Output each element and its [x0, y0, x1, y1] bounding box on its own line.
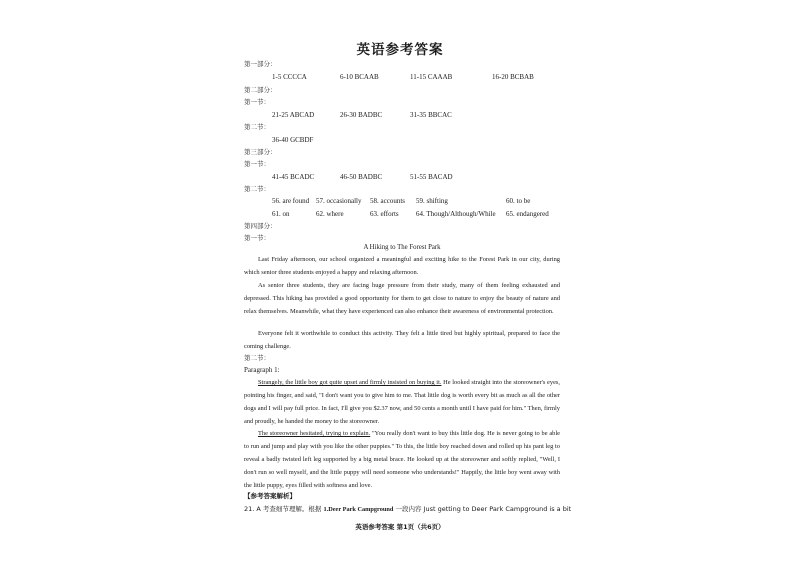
- answer-group: 21-25 ABCAD: [272, 111, 315, 119]
- section-label: 第一节：: [244, 160, 270, 168]
- answer-group: 41-45 BCADC: [272, 173, 315, 181]
- answer-group: 46-50 BADBC: [340, 173, 383, 181]
- answer-group: 51-55 BACAD: [410, 173, 453, 181]
- fill-answer: 60. to be: [506, 197, 531, 205]
- part1-label: 第一部分：: [244, 60, 277, 68]
- paragraph-text: "You really don't want to buy this little dog. He is never going to be able to run and jump and play with you like the other puppies." To this, the little boy reached down and rolled up his pant leg to reveal a badly twisted left leg supported by a big metal brace. He looked up at the storeowner and softly replied, "Well, I don't run so well myself, and the little puppy will need someone who understands!" Happily, the little boy went away with the little puppy, eyes filled with softness and love.: [244, 430, 560, 489]
- answer-group: 26-30 BADBC: [340, 111, 383, 119]
- continuation-paragraph: [244, 377, 560, 429]
- answer-group: 11-15 CAAAB: [410, 73, 453, 81]
- fill-answer: 56. are found: [272, 197, 310, 205]
- page-title: 英语参考答案: [356, 42, 444, 58]
- continuation-paragraph: [244, 428, 560, 493]
- answer-group: 36-40 GCBDF: [272, 136, 314, 144]
- fill-answer: 62. where: [316, 210, 344, 218]
- analysis-heading: 【参考答案解析】: [244, 492, 296, 500]
- essay-paragraph: As senior three students, they are facing huge pressure from their study, many of them feeling exhausted and depressed. This hiking has provided a good opportunity for them to get close to nature to enjoy the beauty of nature and relax themselves. Meanwhile, what they have experienced can also enhance their awareness of environmental protection.: [244, 282, 560, 315]
- analysis-line: [244, 505, 571, 514]
- paragraph-text: He looked straight into the storeowner's eyes, pointing his finger, and said, "I don't want you to give him to me. That little dog is worth every bit as much as all the other dogs and I will pay full price. In fact, I'll give you $2.37 now, and 50 cents a month until I have paid for him." Then, firmly and proudly, he handed the money to the storeowner.: [244, 379, 560, 425]
- section-label: 第一节：: [244, 234, 270, 242]
- part4-label: 第四部分：: [244, 222, 277, 230]
- fill-answer: 61. on: [272, 210, 290, 218]
- analysis-rest: 一段内容 Just getting to Deer Park Campground is a bit: [393, 505, 572, 513]
- fill-answer: 58. accounts: [370, 197, 405, 205]
- section-label: 第一节：: [244, 98, 270, 106]
- paragraph-label: Paragraph 1:: [244, 366, 280, 374]
- page-footer: 英语参考答案 第1页（共6页）: [355, 523, 445, 531]
- answer-group: 1-5 CCCCA: [272, 73, 307, 81]
- essay-title: A Hiking to The Forest Park: [363, 244, 441, 251]
- fill-answer: 57. occasionally: [316, 197, 362, 205]
- essay-paragraph: Last Friday afternoon, our school organized a meaningful and exciting hike to the Forest Park in our city, during which senior three students enjoyed a happy and relaxing afternoon.: [244, 256, 560, 276]
- section-label: 第二节：: [244, 185, 270, 193]
- answer-group: 31-35 BBCAC: [410, 111, 452, 119]
- underlined-sentence: Strangely, the little boy got quite upset and firmly insisted on buying it.: [258, 379, 442, 386]
- fill-answer: 64. Though/Although/While: [416, 210, 496, 218]
- answer-group: 16-20 BCBAB: [492, 73, 534, 81]
- fill-answer: 65. endangered: [506, 210, 549, 218]
- fill-answer: 59. shifting: [416, 197, 448, 205]
- part3-label: 第三部分：: [244, 148, 277, 156]
- fill-answer: 63. efforts: [370, 210, 399, 218]
- part2-label: 第二部分：: [244, 86, 277, 94]
- essay-paragraph: Everyone felt it worthwhile to conduct this activity. They felt a little tired but highly spiritual, prepared to face the coming challenge.: [244, 330, 560, 350]
- analysis-prefix: 21. A 考查细节理解。根据: [244, 505, 324, 513]
- analysis-bold: 1.Deer Park Campground: [323, 506, 394, 513]
- section-label: 第二节：: [244, 354, 270, 362]
- section-label: 第二节：: [244, 123, 270, 131]
- answer-group: 6-10 BCAAB: [340, 73, 379, 81]
- underlined-sentence: The storeowner hesitated, trying to explain.: [258, 430, 371, 437]
